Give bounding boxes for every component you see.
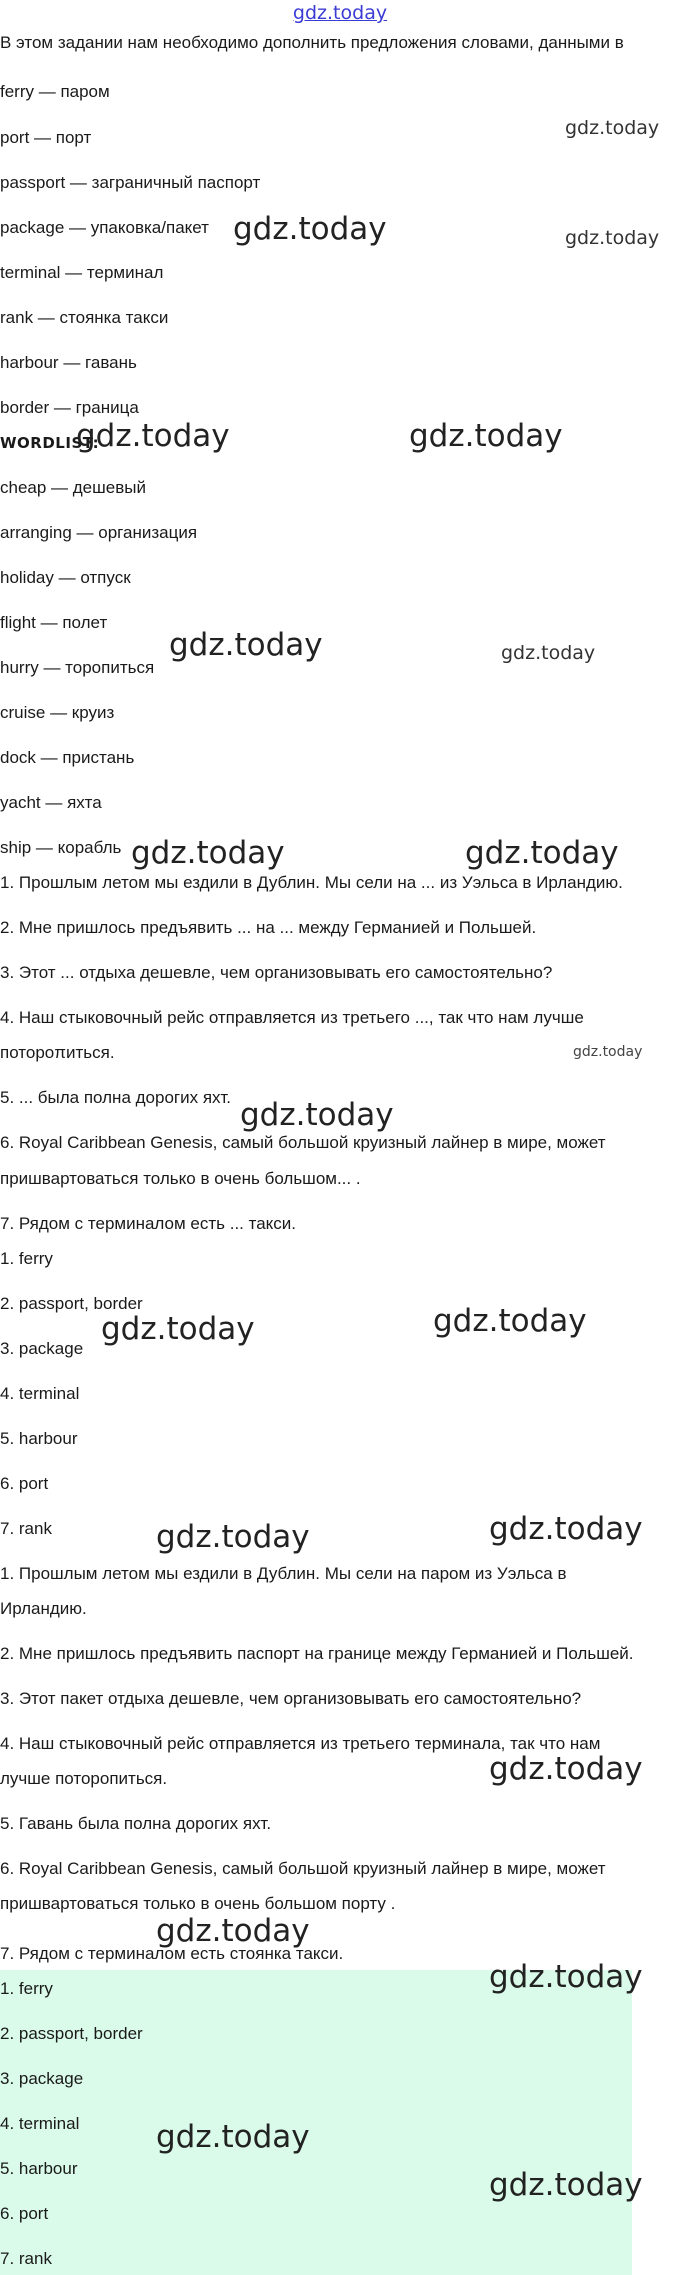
vocab-item: dock — пристань [0, 748, 135, 767]
answer-item: 6. port [0, 2204, 49, 2223]
filled-sentence: 1. Прошлым летом мы ездили в Дублин. Мы сели на паром из Уэльса в [0, 1564, 567, 1583]
watermark: gdz.today [489, 1959, 643, 1995]
answer-item: 3. package [0, 1339, 84, 1358]
answer-item: 5. harbour [0, 1429, 78, 1448]
filled-sentence: 2. Мне пришлось предъявить паспорт на границе между Германией и Польшей. [0, 1644, 634, 1663]
answer-item: 5. harbour [0, 2159, 78, 2178]
vocab-item: port — порт [0, 128, 92, 147]
answer-item: 1. ferry [0, 1249, 53, 1268]
filled-sentence: 3. Этот пакет отдыха дешевле, чем организовывать его самостоятельно? [0, 1689, 582, 1708]
task-sentence: 4. Наш стыковочный рейс отправляется из третьего ..., так что нам лучше [0, 1008, 584, 1027]
watermark: gdz.today [169, 627, 323, 663]
watermark: gdz.today [156, 2119, 310, 2155]
task-sentence: пришвартоваться только в очень большом... . [0, 1169, 361, 1188]
answer-item: 4. terminal [0, 1384, 80, 1403]
intro-text: В этом задании нам необходимо дополнить предложения словами, данными в [0, 33, 624, 52]
watermark: gdz.today [465, 835, 619, 871]
watermark: gdz.today [565, 227, 660, 249]
filled-sentence: пришвартоваться только в очень большом порту . [0, 1894, 396, 1913]
watermark: gdz.today [156, 1519, 310, 1555]
watermark: gdz.today [240, 1097, 394, 1133]
answer-highlight [0, 1970, 632, 2275]
watermark: gdz.today [573, 1044, 643, 1060]
task-sentence: 2. Мне пришлось предъявить ... на ... между Германией и Польшей. [0, 918, 537, 937]
answer-item: 2. passport, border [0, 1294, 143, 1313]
vocab-item: yacht — яхта [0, 793, 102, 812]
watermark: gdz.today [101, 1311, 255, 1347]
task-sentence: 7. Рядом с терминалом есть ... такси. [0, 1214, 297, 1233]
filled-sentence: лучше поторопиться. [0, 1769, 168, 1788]
site-logo[interactable]: gdz.today [292, 2, 388, 24]
answer-item: 4. terminal [0, 2114, 80, 2133]
vocab-item: rank — стоянка такси [0, 308, 169, 327]
answer-item: 6. port [0, 1474, 49, 1493]
vocab-item: border — граница [0, 398, 139, 417]
task-sentence: 1. Прошлым летом мы ездили в Дублин. Мы сели на ... из Уэльса в Ирландию. [0, 873, 623, 892]
answer-item: 7. rank [0, 1519, 52, 1538]
task-sentence: 3. Этот ... отдыха дешевле, чем организовывать его самостоятельно? [0, 963, 553, 982]
watermark: gdz.today [489, 1751, 643, 1787]
vocab-item: flight — полет [0, 613, 108, 632]
watermark: gdz.today [433, 1303, 587, 1339]
filled-sentence: 4. Наш стыковочный рейс отправляется из третьего терминала, так что нам [0, 1734, 601, 1753]
task-sentence: потороπиться. [0, 1043, 115, 1062]
answer-item: 2. passport, border [0, 2024, 143, 2043]
vocab-item: arranging — организация [0, 523, 198, 542]
vocab-item: package — упаковка/пакет [0, 218, 209, 237]
vocab-item: ferry — паром [0, 82, 110, 101]
answer-item: 3. package [0, 2069, 84, 2088]
task-sentence: 5. ... была полна дорогих яхт. [0, 1088, 231, 1107]
task-sentence: 6. Royal Caribbean Genesis, самый большой круизный лайнер в мире, может [0, 1133, 606, 1152]
vocab-item: cruise — круиз [0, 703, 115, 722]
watermark: gdz.today [409, 418, 563, 454]
vocab-item: cheap — дешевый [0, 478, 146, 497]
watermark: gdz.today [233, 211, 387, 247]
vocab-item: terminal — терминал [0, 263, 164, 282]
vocab-item: harbour — гавань [0, 353, 137, 372]
vocab-item: holiday — отпуск [0, 568, 131, 587]
filled-sentence: Ирландию. [0, 1599, 87, 1618]
vocab-item: passport — заграничный паспорт [0, 173, 261, 192]
vocab-item: ship — корабль [0, 838, 122, 857]
answer-item: 1. ferry [0, 1979, 53, 1998]
filled-sentence: 7. Рядом с терминалом есть стоянка такси. [0, 1944, 344, 1963]
watermark: gdz.today [76, 418, 230, 454]
watermark: gdz.today [131, 835, 285, 871]
filled-sentence: 5. Гавань была полна дорогих яхт. [0, 1814, 272, 1833]
watermark: gdz.today [565, 117, 660, 139]
watermark: gdz.today [489, 1511, 643, 1547]
watermark: gdz.today [501, 642, 596, 664]
watermark: gdz.today [156, 1913, 310, 1949]
wordlist-label: WORDLIST: [0, 434, 100, 452]
answer-item: 7. rank [0, 2249, 52, 2268]
vocab-item: hurry — торопиться [0, 658, 155, 677]
filled-sentence: 6. Royal Caribbean Genesis, самый большой круизный лайнер в мире, может [0, 1859, 606, 1878]
watermark: gdz.today [489, 2167, 643, 2203]
